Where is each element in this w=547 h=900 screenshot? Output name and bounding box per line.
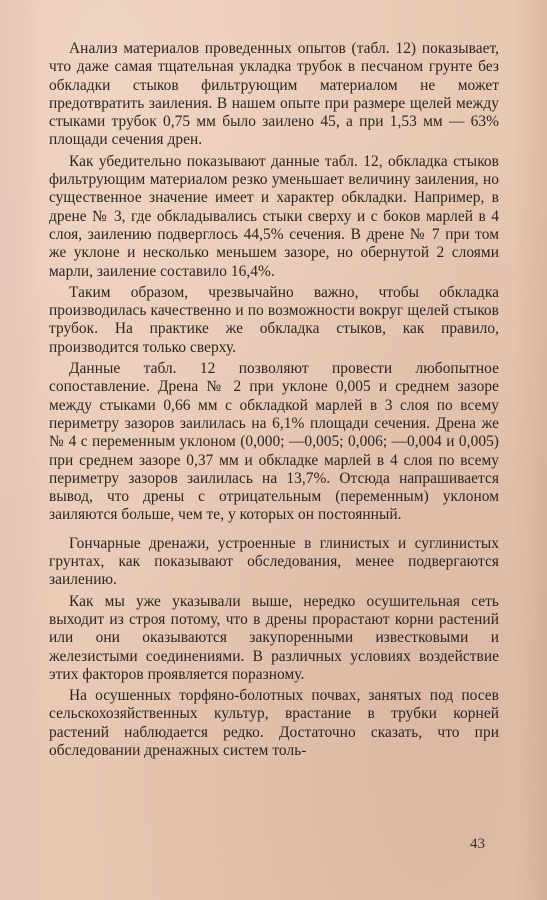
- paragraph-1: Анализ материалов проведенных опытов (табл. 12) показывает, что даже самая тщательная укладка трубок в песчаном грунте без обкладки стыков фильтрующим материалом не может предотвратить заиления. В нашем опыте при размере щелей между стыками трубок 0,75 мм было заилено 45, а при 1,53 мм — 63% площади сечения дрен.: [49, 40, 499, 149]
- page-number: 43: [470, 836, 485, 852]
- paragraph-6: Как мы уже указывали выше, нередко осушительная сеть выходит из строя потому, что в дрены прорастают корни растений или они оказываются закупоренными известковыми и железистыми соединениями. В различных условиях воздействие этих факторов проявляется поразному.: [49, 592, 499, 683]
- paragraph-2: Как убедительно показывают данные табл. 12, обкладка стыков фильтрующим материалом резко уменьшает величину заиления, но существенное значение имеет и характер обкладки. Например, в дрене № 3, где обкладывались стыки сверху и с боков марлей в 4 слоя, заилению подверглось 44,5% сечения. В дрене № 7 при том же уклоне и несколько меньшем зазоре, но обернутой 2 слоями марли, заиление составило 16,4%.: [49, 152, 499, 280]
- paragraph-5: Гончарные дренажи, устроенные в глинистых и суглинистых грунтах, как показывают обследования, менее подвергаются заилению.: [49, 534, 499, 589]
- page-fold-shadow: [0, 0, 42, 900]
- paragraph-7: На осушенных торфяно-болотных почвах, занятых под посев сельскохозяйственных культур, врастание в трубки корней растений наблюдается редко. Достаточно сказать, что при обследовании дренажных систем толь-: [49, 687, 499, 759]
- body-text: [49, 40, 499, 763]
- paragraph-3: Таким образом, чрезвычайно важно, чтобы обкладка производилась качественно и по возможности вокруг щелей стыков трубок. На практике же обкладка стыков, как правило, производится только сверху.: [49, 283, 499, 356]
- paragraph-4: Данные табл. 12 позволяют провести любопытное сопоставление. Дрена № 2 при уклоне 0,005 и среднем зазоре между стыками 0,66 мм с обкладкой марлей в 3 слоя по всему периметру зазоров заилилась на 6,1% площади сечения. Дрена же № 4 с переменным уклоном (0,000; —0,005; 0,006; —0,004 и 0,005) при среднем зазоре 0,37 мм и обкладке марлей в 4 слоя по всему периметру зазоров заилилась на 13,7%. Отсюда напрашивается вывод, что дрены с отрицательным (переменным) уклоном заиляются больше, чем те, у которых он постоянный.: [49, 360, 499, 524]
